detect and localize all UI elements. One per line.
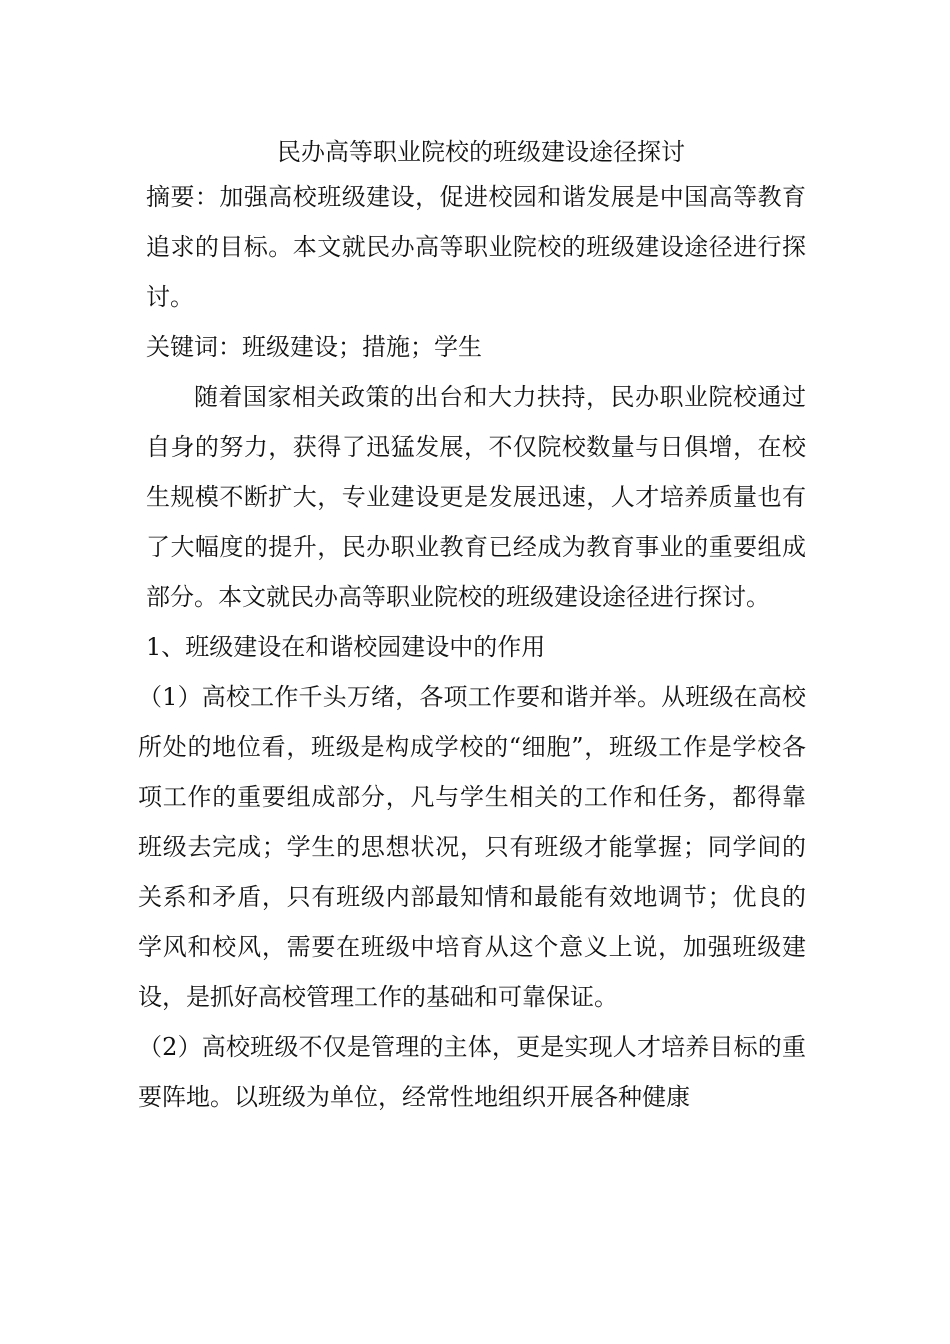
keywords-line: 关键词：班级建设；措施；学生 <box>146 333 482 361</box>
section-heading: 1、班级建设在和谐校园建设中的作用 <box>146 633 546 661</box>
document-page <box>138 132 806 1122</box>
point-1-paragraph: （1）高校工作千头万绪，各项工作要和谐并举。从班级在高校所处的地位看，班级是构成学校的“细胞”，班级工作是学校各项工作的重要组成部分，凡与学生相关的工作和任务，都得靠班级去完成；学生的思想状况，只有班级才能掌握；同学间的关系和矛盾，只有班级内部最知情和最能有效地调节；优良的学风和校风，需要在班级中培育从这个意义上说，加强班级建设，是抓好高校管理工作的基础和可靠保证。 <box>138 683 806 1011</box>
point-2-paragraph: （2）高校班级不仅是管理的主体，更是实现人才培养目标的重要阵地。以班级为单位，经常性地组织开展各种健康 <box>138 1033 806 1111</box>
intro-paragraph: 随着国家相关政策的出台和大力扶持，民办职业院校通过自身的努力，获得了迅猛发展，不仅院校数量与日俱增，在校生规模不断扩大，专业建设更是发展迅速，人才培养质量也有了大幅度的提升，民办职业教育已经成为教育事业的重要组成部分。本文就民办高等职业院校的班级建设途径进行探讨。 <box>146 383 806 611</box>
abstract-paragraph: 摘要：加强高校班级建设，促进校园和谐发展是中国高等教育追求的目标。本文就民办高等职业院校的班级建设途径进行探讨。 <box>146 183 806 311</box>
document-title: 民办高等职业院校的班级建设途径探讨 <box>277 138 685 166</box>
